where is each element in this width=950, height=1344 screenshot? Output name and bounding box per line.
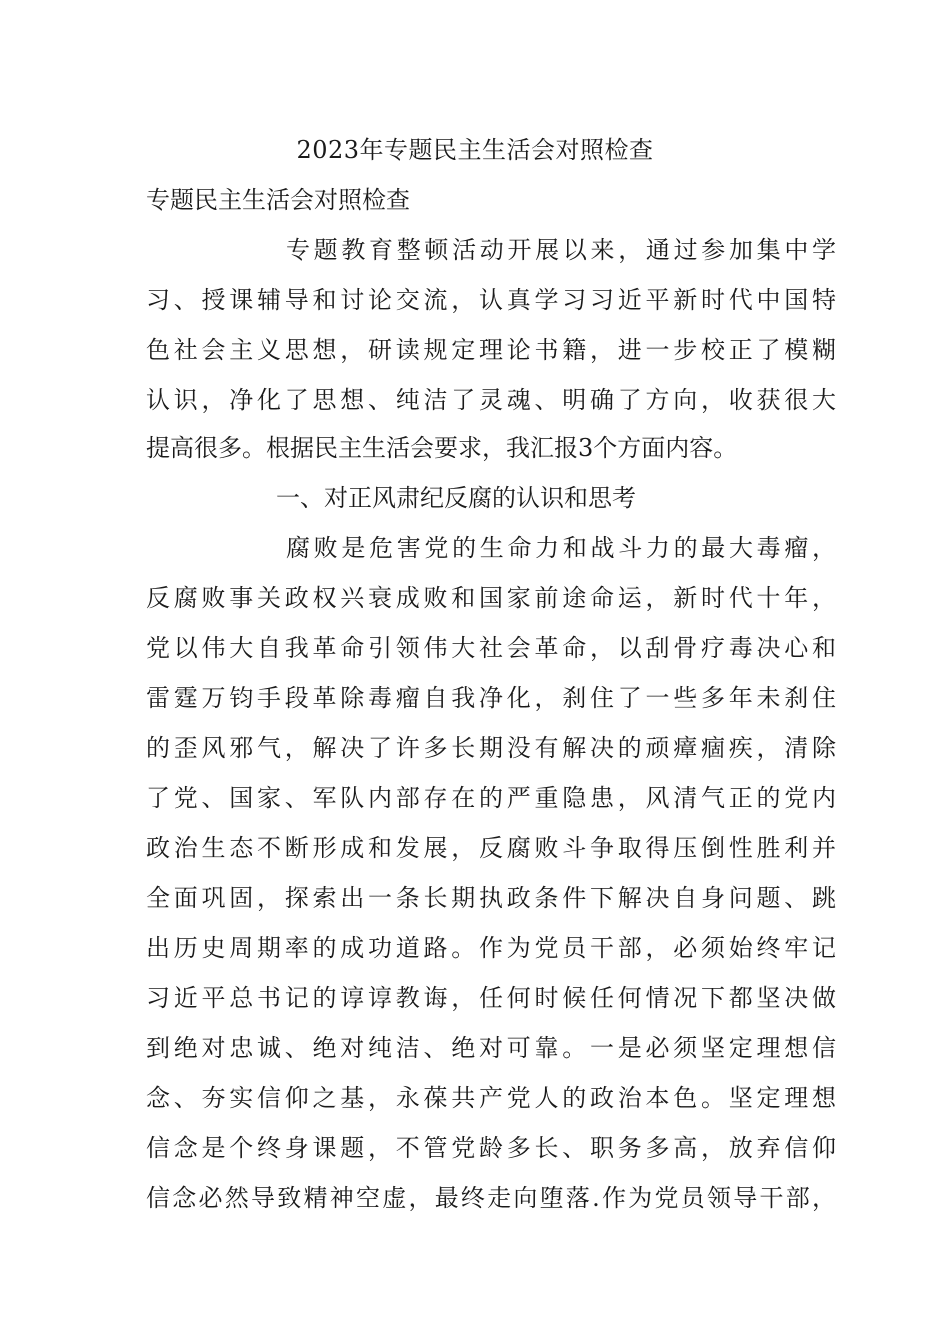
intro-line: 色社会主义思想，研读规定理论书籍，进一步校正了模糊 [146, 336, 836, 364]
document-subtitle: 专题民主生活会对照检查 [146, 186, 410, 214]
body-line: 雷霆万钧手段革除毒瘤自我净化，刹住了一些多年未刹住 [146, 684, 836, 712]
body-line: 到绝对忠诚、绝对纯洁、绝对可靠。一是必须坚定理想信 [146, 1034, 836, 1062]
intro-line: 专题教育整顿活动开展以来，通过参加集中学 [286, 236, 836, 264]
intro-line: 习、授课辅导和讨论交流，认真学习习近平新时代中国特 [146, 286, 836, 314]
body-line: 信念必然导致精神空虚，最终走向堕落.作为党员领导干部， [146, 1184, 836, 1212]
intro-line: 提高很多。根据民主生活会要求，我汇报3个方面内容。 [146, 434, 738, 462]
body-line: 习近平总书记的谆谆教诲，任何时候任何情况下都坚决做 [146, 984, 836, 1012]
section-heading: 一、对正风肃纪反腐的认识和思考 [276, 484, 636, 512]
body-line: 反腐败事关政权兴衰成败和国家前途命运，新时代十年， [146, 584, 836, 612]
body-line: 念、夯实信仰之基，永葆共产党人的政治本色。坚定理想 [146, 1084, 836, 1112]
document-title: 2023年专题民主生活会对照检查 [296, 136, 654, 164]
body-line: 全面巩固，探索出一条长期执政条件下解决自身问题、跳 [146, 884, 836, 912]
body-line: 腐败是危害党的生命力和战斗力的最大毒瘤， [286, 534, 836, 562]
body-line: 党以伟大自我革命引领伟大社会革命，以刮骨疗毒决心和 [146, 634, 836, 662]
body-line: 的歪风邪气，解决了许多长期没有解决的顽瘴痼疾，清除 [146, 734, 836, 762]
body-line: 信念是个终身课题，不管党龄多长、职务多高，放弃信仰 [146, 1134, 836, 1162]
body-line: 了党、国家、军队内部存在的严重隐患，风清气正的党内 [146, 784, 836, 812]
intro-line: 认识，净化了思想、纯洁了灵魂、明确了方向，收获很大 [146, 386, 836, 414]
body-line: 政治生态不断形成和发展，反腐败斗争取得压倒性胜利并 [146, 834, 836, 862]
body-line: 出历史周期率的成功道路。作为党员干部，必须始终牢记 [146, 934, 836, 962]
